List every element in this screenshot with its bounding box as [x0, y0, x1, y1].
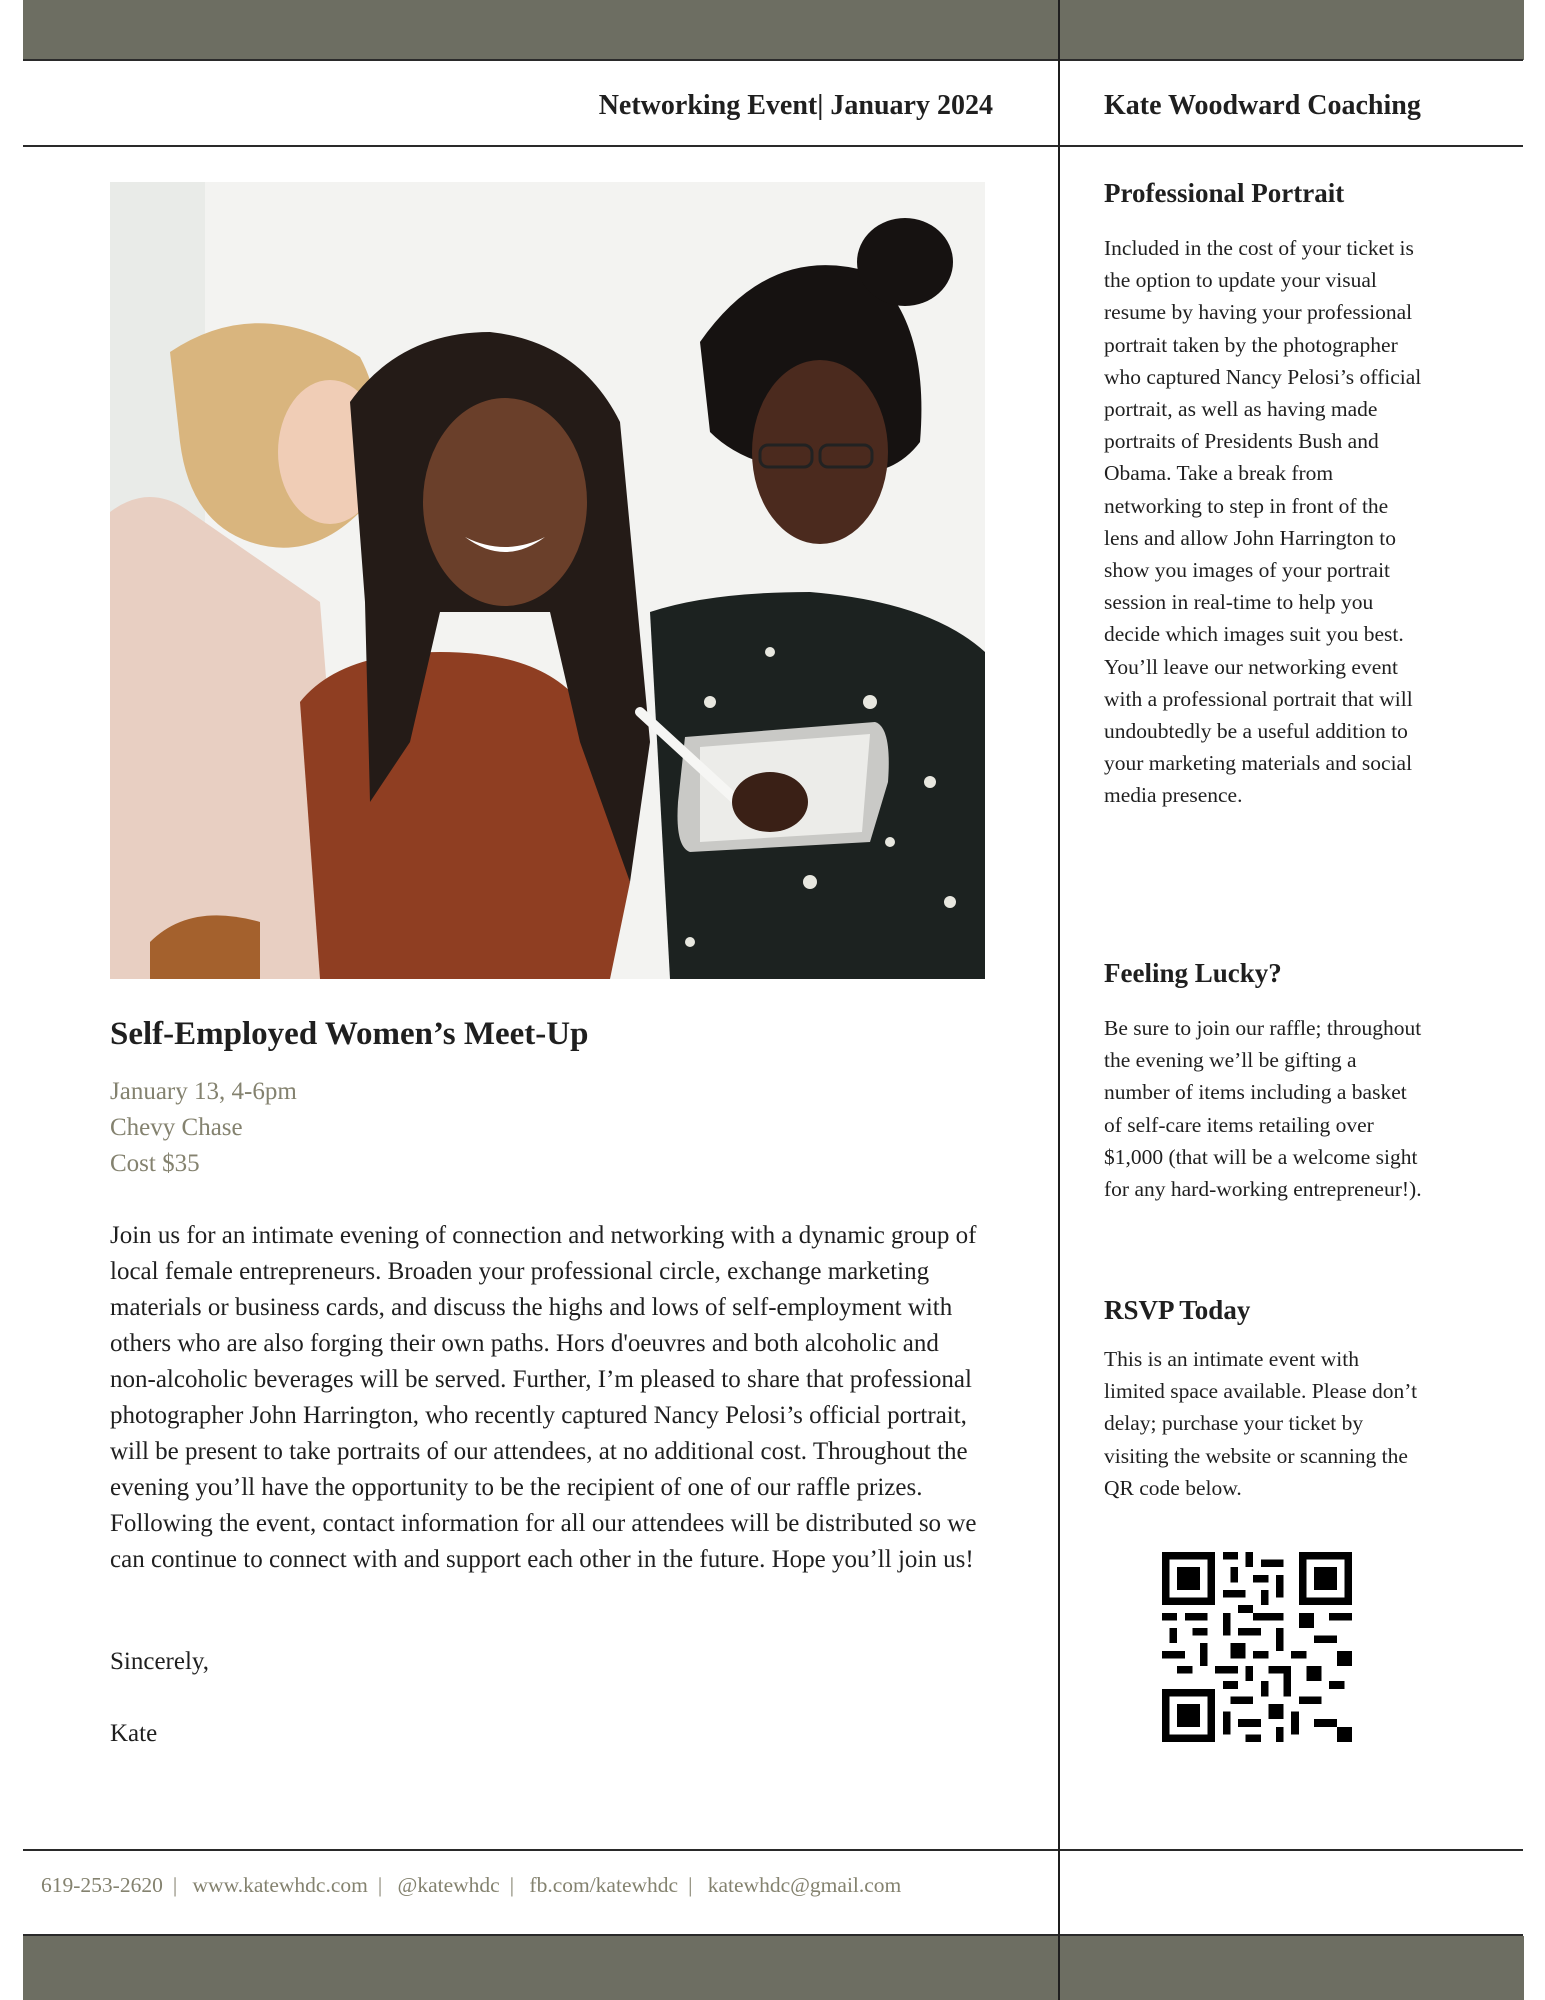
event-details	[110, 1074, 297, 1182]
social-handle[interactable]: @katewhdc	[397, 1873, 500, 1897]
facebook-link[interactable]: fb.com/katewhdc	[529, 1873, 679, 1897]
lucky-text: Be sure to join our raffle; throughout the evening we’ll be gifting a number of items including a basket of self-care items retailing over $1,000 (that will be a welcome sight for any hard-working entrepreneur!).	[1104, 1016, 1422, 1202]
header-bottom-rule	[23, 145, 1523, 147]
qr-code[interactable]	[1162, 1552, 1352, 1742]
event-date: January 13, 4-6pm	[110, 1078, 297, 1105]
footer-bottom-rule	[23, 1934, 1523, 1936]
event-photo	[110, 182, 985, 979]
website-link[interactable]: www.katewhdc.com	[192, 1873, 368, 1897]
event-cost: Cost $35	[110, 1150, 200, 1177]
event-label: Networking Event| January 2024	[598, 90, 993, 121]
contact-footer: 619-253-2620 | www.katewhdc.com | @katewhdc | fb.com/katewhdc | katewhdc@gmail.com	[41, 1873, 902, 1897]
closing-line: Sincerely,	[110, 1648, 210, 1675]
phone-number[interactable]: 619-253-2620	[41, 1873, 163, 1897]
rsvp-heading: RSVP Today	[1104, 1295, 1251, 1325]
brand-name: Kate Woodward Coaching	[1104, 90, 1421, 121]
bottom-color-band	[23, 1936, 1524, 2000]
column-divider	[1058, 0, 1060, 2000]
rsvp-text: This is an intimate event with limited space available. Please don’t delay; purchase your ticket by visiting the website or scanning the QR code below.	[1104, 1347, 1418, 1500]
top-color-band	[23, 0, 1524, 60]
footer-top-rule	[23, 1849, 1523, 1851]
event-location: Chevy Chase	[110, 1114, 243, 1141]
event-description: Join us for an intimate evening of connection and networking with a dynamic group of local female entrepreneurs. Broaden your professional circle, exchange marketing materials or business cards, and discuss the highs and lows of self-employment with others who are also forging their own paths. Hors d'oeuvres and both alcoholic and non-alcoholic beverages will be served. Further, I’m pleased to share that professional photographer John Harrington, who recently captured Nancy Pelosi’s official portrait, will be present to take portraits of our attendees, at no additional cost. Throughout the evening you’ll have the opportunity to be the recipient of one of our raffle prizes. Following the event, contact information for all our attendees will be distributed so we can continue to connect with and support each other in the future. Hope you’ll join us!	[110, 1222, 977, 1573]
lucky-heading: Feeling Lucky?	[1104, 958, 1282, 988]
signature: Kate	[110, 1720, 158, 1747]
header-top-rule	[23, 59, 1523, 61]
event-title: Self-Employed Women’s Meet-Up	[110, 1016, 589, 1052]
email-link[interactable]: katewhdc@gmail.com	[707, 1873, 902, 1897]
portrait-heading: Professional Portrait	[1104, 178, 1345, 208]
portrait-text: Included in the cost of your ticket is the option to update your visual resume by having your professional portrait taken by the photographer who captured Nancy Pelosi’s official portrait, as well as having made portraits of Presidents Bush and Obama. Take a break from networking to step in front of the lens and allow John Harrington to show you images of your portrait session in real-time to help you decide which images suit you best. You’ll leave our networking event with a professional portrait that will undoubtedly be a useful addition to your marketing materials and social media presence.	[1104, 236, 1422, 808]
